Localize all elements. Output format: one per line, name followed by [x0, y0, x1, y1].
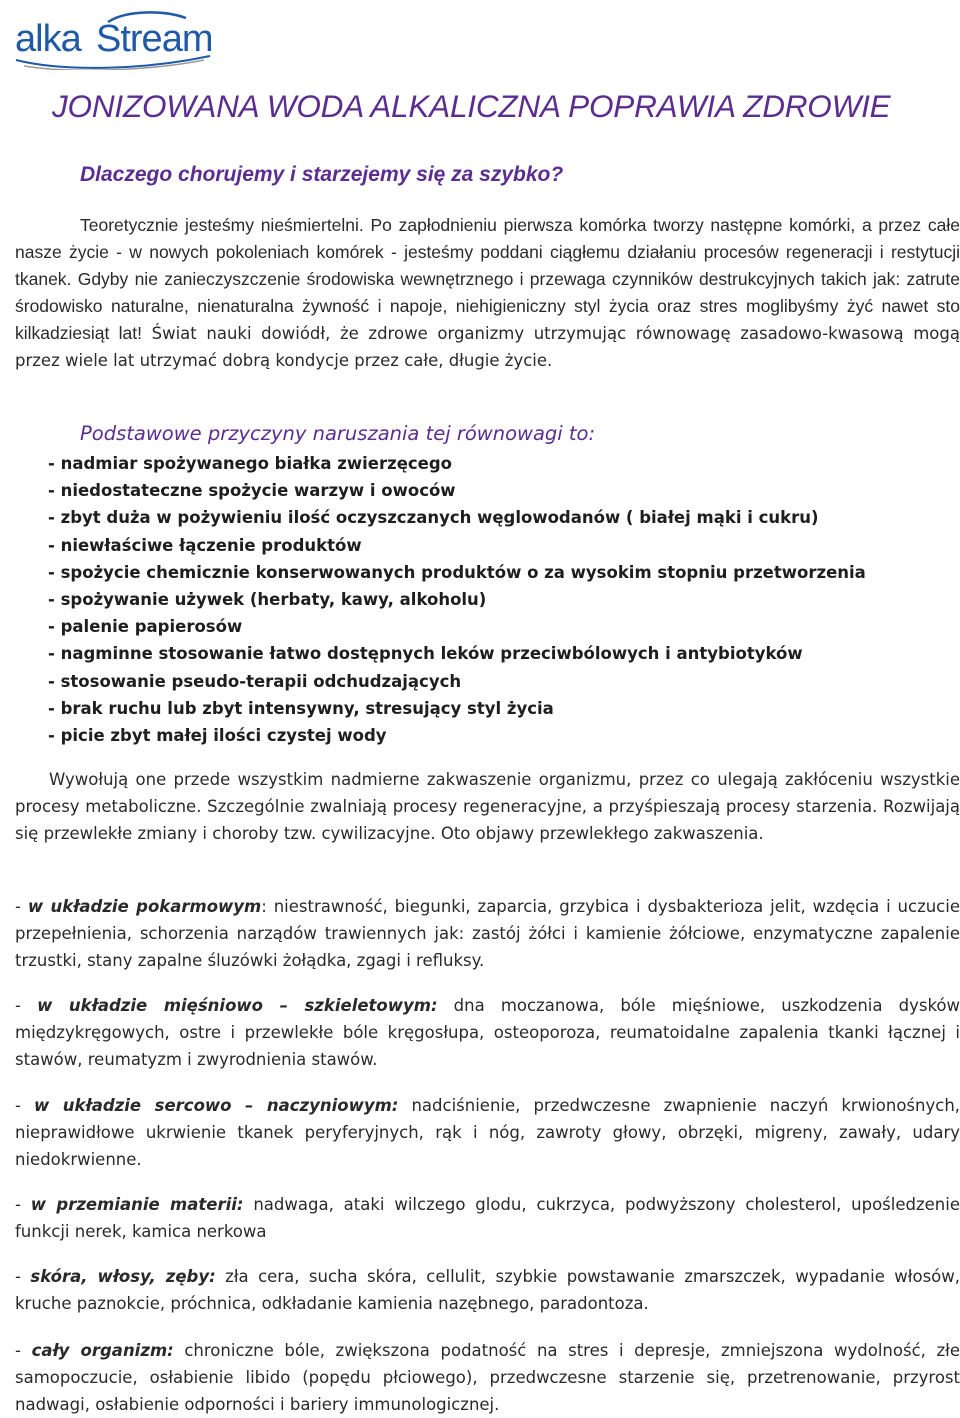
consequence-paragraph: [15, 766, 960, 847]
causes-list: [48, 450, 866, 749]
symptom-separator: [174, 1341, 185, 1360]
list-item: - nadmiar spożywanego białka zwierzęcego: [48, 454, 453, 473]
symptom-label: cały organizm:: [31, 1341, 174, 1360]
list-item: - brak ruchu lub zbyt intensywny, stresujący styl życia: [48, 698, 554, 718]
consequence-text: Wywołują one przede wszystkim nadmierne zakwaszenie organizmu, przez co ulegają zakłóceniu wszystkie procesy metaboliczne. Szczególnie zwalniają procesy regeneracyjne, a przyśpieszają procesy starzenia. Rozwijają się przewlekłe zmiany i choroby tzw. cywilizacyjne. Oto objawy przewlekłego zakwaszenia.: [15, 770, 960, 843]
list-item: - stosowanie pseudo-terapii odchudzających: [48, 671, 462, 691]
list-item: - zbyt duża w pożywieniu ilość oczyszczanych węglowodanów ( białej mąki i cukru): [48, 508, 819, 528]
symptom-metabolism: [15, 1191, 960, 1245]
list-item: - picie zbyt małej ilości czystej wody: [48, 726, 387, 746]
symptom-label: w układzie mięśniowo – szkieletowym:: [37, 996, 438, 1015]
logo-graphic: [14, 8, 214, 70]
intro-text-part2: Świat nauki dowiódł, że zdrowe organizmy utrzymując równowagę zasadowo-kwasową mogą przez wiele lat utrzymać dobrą kondycje przez całe, długie życie.: [15, 324, 960, 370]
list-item: - spożywanie używek (herbaty, kawy, alkoholu): [48, 590, 487, 610]
symptom-text: nadciśnienie, przedwczesne zwapnienie naczyń krwionośnych, nieprawidłowe ukrwienie tkanek peryferyjnych, rąk i nóg, zawroty głowy, obrzęki, migreny, zawały, udary niedokrwienne.: [15, 1096, 960, 1169]
symptom-label: w układzie pokarmowym: [27, 897, 262, 916]
symptom-digestive: [15, 893, 960, 974]
logo-text-right: Stream: [96, 18, 213, 60]
symptom-text: dna moczanowa, bóle mięśniowe, uszkodzenia dysków międzykręgowych, ostre i przewlekłe bóle kręgosłupa, osteoporoza, reumatoidalne zapalenia tkanki łącznej i stawów, reumatyzm i zwyrodnienia stawów.: [15, 996, 960, 1069]
list-item: - spożycie chemicznie konserwowanych produktów o za wysokim stopniu przetworzenia: [48, 562, 866, 582]
logo-text-left: alka: [15, 18, 81, 60]
symptom-prefix: -: [15, 1341, 32, 1360]
symptom-text: chroniczne bóle, zwiększona podatność na stres i depresje, zmniejszona wydolność, złe samopoczucie, osłabienie libido (popędu płciowego), przedwczesne starzenie się, przetrenowanie, przyrost nadwagi, osłabienie odporności i bariery immunologicznej.: [15, 1341, 960, 1414]
symptom-prefix: -: [15, 1096, 35, 1115]
symptom-prefix: -: [15, 996, 38, 1015]
symptom-separator: [216, 1267, 225, 1286]
alkastream-logo: [14, 8, 214, 70]
list-item: - palenie papierosów: [48, 617, 243, 637]
section-heading-why: Dlaczego chorujemy i starzejemy się za szybko?: [80, 163, 564, 186]
symptom-text: zła cera, sucha skóra, cellulit, szybkie powstawanie zmarszczek, wypadanie włosów, kruche paznokcie, próchnica, odkładanie kamienia nazębnego, paradontoza.: [15, 1267, 960, 1313]
symptom-skin-hair-teeth: [15, 1263, 960, 1317]
symptom-prefix: -: [15, 1195, 31, 1214]
symptom-separator: :: [261, 897, 274, 916]
intro-paragraph: [15, 212, 960, 374]
symptom-prefix: -: [15, 897, 28, 916]
symptom-label: w układzie sercowo – naczyniowym:: [34, 1096, 399, 1115]
list-item: - niewłaściwe łączenie produktów: [48, 535, 362, 555]
symptom-cardiovascular: [15, 1092, 960, 1173]
symptom-musculoskeletal: [15, 992, 960, 1073]
list-item: - nagminne stosowanie łatwo dostępnych leków przeciwbólowych i antybiotyków: [48, 644, 803, 664]
symptom-label: w przemianie materii:: [30, 1195, 244, 1214]
symptom-separator: [244, 1195, 254, 1214]
section-heading-causes: Podstawowe przyczyny naruszania tej równowagi to:: [80, 422, 596, 445]
list-item: - niedostateczne spożycie warzyw i owoców: [48, 481, 456, 501]
symptom-text: niestrawność, biegunki, zaparcia, grzybica i dysbakterioza jelit, wzdęcia i uczucie przepełnienia, schorzenia narządów trawiennych jak: zastój żółci i kamienie żółciowe, enzymatyczne zapalenie trzustki, stany zapalne śluzówki żołądka, zgagi i refluksy.: [15, 897, 960, 970]
symptom-text: nadwaga, ataki wilczego glodu, cukrzyca, podwyższony cholesterol, upośledzenie funkcji nerek, kamica nerkowa: [15, 1195, 960, 1241]
symptom-whole-body: [15, 1337, 960, 1418]
symptom-label: skóra, włosy, zęby:: [30, 1267, 216, 1286]
symptom-separator: [398, 1096, 411, 1115]
symptom-prefix: -: [15, 1267, 31, 1286]
symptom-separator: [438, 996, 454, 1015]
intro-text-part1: Teoretycznie jesteśmy nieśmiertelni. Po zapłodnieniu pierwsza komórka tworzy następne komórki, a przez całe nasze życie - w nowych pokoleniach komórek - jesteśmy poddani ciągłemu działaniu procesów regeneracji i restytucji tkanek. Gdyby nie zanieczyszczenie środowiska wewnętrznego i przewaga czynników destrukcyjnych takich jak: zatrute środowisko naturalne, nienaturalna żywność i napoje, niehigieniczny styl życia oraz stres moglibyśmy żyć nawet sto kilkadziesiąt lat!: [15, 215, 960, 343]
page-title: JONIZOWANA WODA ALKALICZNA POPRAWIA ZDROWIE: [52, 88, 891, 124]
